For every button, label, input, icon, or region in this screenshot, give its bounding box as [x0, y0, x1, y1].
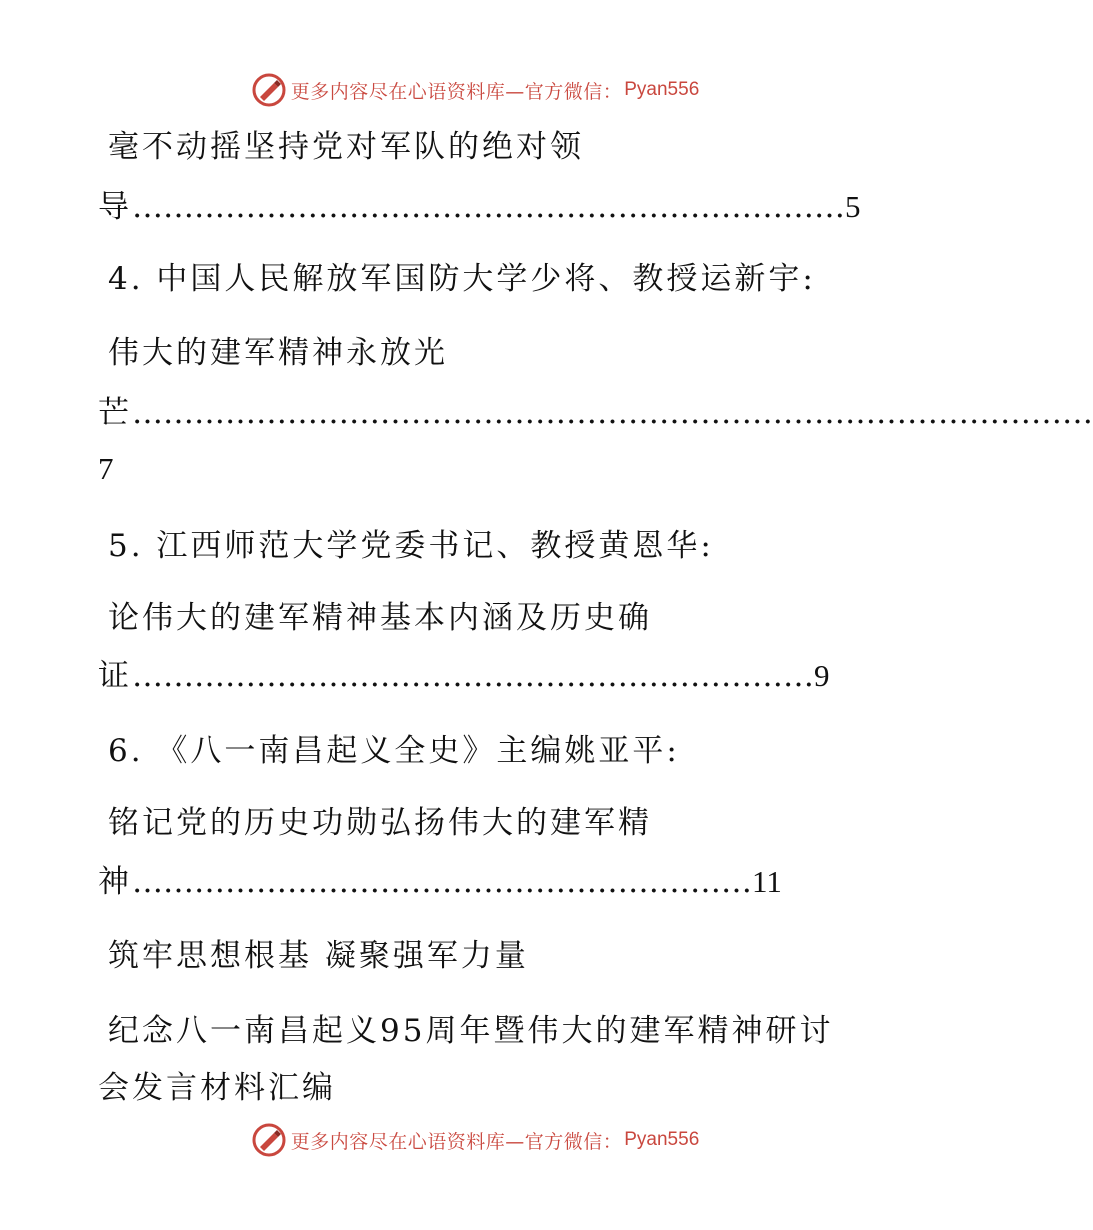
toc-text: 芒 [98, 395, 132, 431]
toc-entry-3[interactable] [98, 656, 858, 696]
toc-page-number: 7 [98, 451, 114, 486]
toc-entry-1[interactable] [98, 187, 861, 227]
toc-line-1 [108, 127, 868, 167]
toc-line-10 [108, 731, 868, 771]
toc-page-number: 9 [814, 658, 830, 693]
watermark-text: 更多内容尽在心语资料库—官方微信： [290, 80, 623, 103]
logo-icon [251, 72, 287, 108]
watermark-account: Pyan556 [624, 1129, 700, 1150]
toc-text: 毫不动摇坚持党对军队的绝对领 [108, 129, 584, 165]
toc-text: 4. 中国人民解放军国防大学少将、教授运新宇: [108, 261, 816, 297]
toc-text: 论伟大的建军精神基本内涵及历史确 [108, 600, 652, 636]
toc-leader: …………………………………………………… [132, 864, 752, 900]
toc-text: 导 [98, 189, 132, 225]
toc-line-11 [108, 803, 868, 843]
toc-entry-2[interactable] [98, 393, 1093, 433]
doc-subtitle: 会发言材料汇编 [98, 1070, 336, 1106]
toc-text: 铭记党的历史功勋弘扬伟大的建军精 [108, 805, 652, 841]
toc-text: 伟大的建军精神永放光 [108, 335, 448, 371]
watermark-text: 更多内容尽在心语资料库—官方微信： [290, 1130, 623, 1153]
toc-leader: …………………………………………………………… [132, 189, 845, 225]
toc-page-number: 11 [752, 864, 782, 899]
toc-leader: ………………………………………………………… [132, 658, 814, 694]
doc-title-line-3 [98, 1068, 858, 1108]
toc-entry-4[interactable] [98, 862, 858, 902]
logo-icon [251, 1122, 287, 1158]
toc-text: 6. 《八一南昌起义全史》主编姚亚平: [108, 733, 680, 769]
toc-leader: ………………………………………………………………………………… [132, 395, 1093, 431]
toc-line-8 [108, 598, 868, 638]
watermark-footer [0, 1120, 950, 1160]
doc-title-line-2 [108, 1011, 868, 1051]
toc-text: 5. 江西师范大学党委书记、教授黄恩华: [108, 528, 714, 564]
toc-line-3 [108, 259, 868, 299]
toc-line-4 [108, 333, 868, 373]
doc-title: 筑牢思想根基 凝聚强军力量 [108, 938, 529, 974]
toc-line-7 [108, 526, 868, 566]
watermark-header [0, 70, 950, 110]
doc-title-line-1 [108, 936, 868, 976]
toc-page-number: 5 [845, 189, 861, 224]
toc-text: 神 [98, 864, 132, 900]
toc-text: 证 [98, 658, 132, 694]
toc-entry-2-page [98, 449, 858, 489]
doc-subtitle: 纪念八一南昌起义95周年暨伟大的建军精神研讨 [108, 1013, 834, 1049]
watermark-account: Pyan556 [624, 79, 700, 100]
